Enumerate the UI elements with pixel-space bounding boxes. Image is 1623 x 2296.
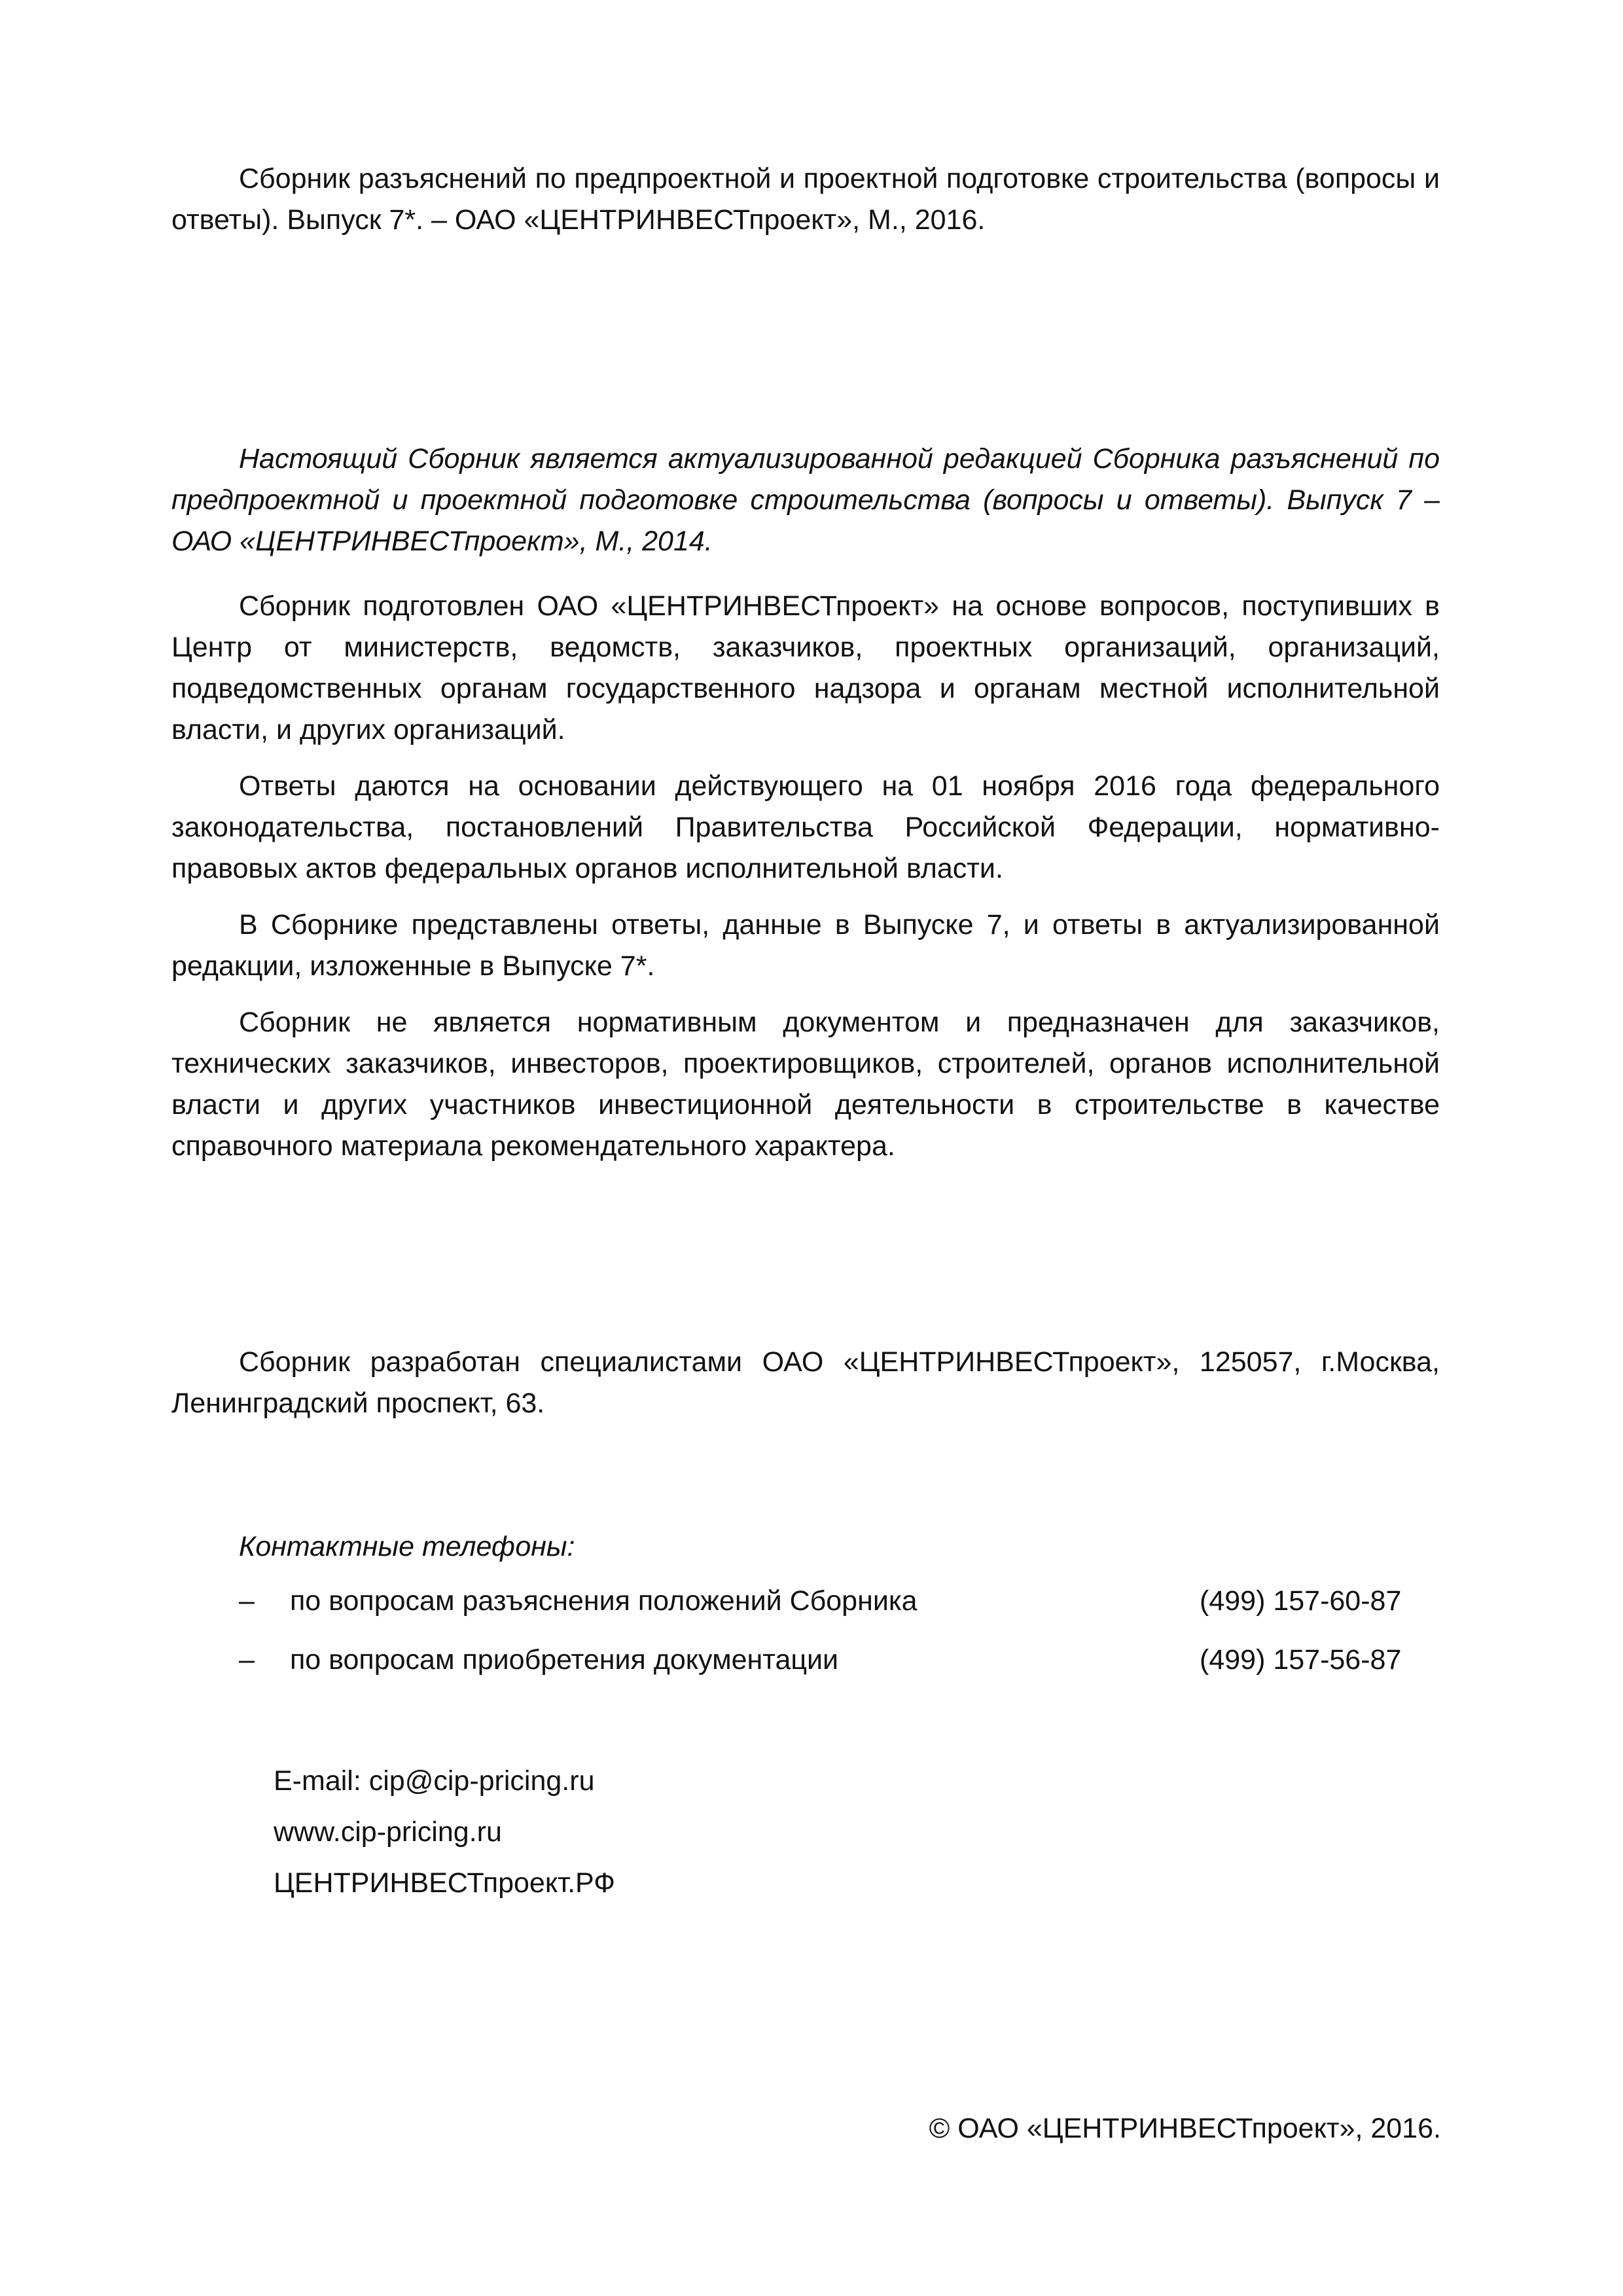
contact-dash: – [239,1585,255,1617]
paragraph: В Сборнике представлены ответы, данные в Выпуске 7, и ответы в актуализированной редакции, изложенные в Выпуске 7*. [171,909,1440,982]
contacts-title: Контактные телефоны: [239,1531,575,1562]
contact-row [239,1581,1417,1622]
developer-block [171,1342,1440,1424]
rf-domain-line: ЦЕНТРИНВЕСТпроект.РФ [274,1867,615,1899]
contact-row [239,1640,1417,1681]
paragraph: Сборник подготовлен ОАО «ЦЕНТРИНВЕСТпроект» на основе вопросов, поступивших в Центр от министерств, ведомств, заказчиков, проектных организаций, организаций, подведомственных органам государственного надзора и органам местной исполнительной власти, и других организаций. [171,590,1440,745]
paragraph: Ответы даются на основании действующего на 01 ноября 2016 года федерального законодательства, постановлений Правительства Российской Федерации, нормативно-правовых актов федеральных органов исполнительной власти. [171,770,1440,884]
developer-text: Сборник разработан специалистами ОАО «ЦЕНТРИНВЕСТпроект», 125057, г.Москва, Ленинградский проспект, 63. [171,1346,1440,1419]
contact-phone: (499) 157-60-87 [1200,1585,1402,1617]
paragraph: Сборник не является нормативным документом и предназначен для заказчиков, технических заказчиков, инвесторов, проектировщиков, строителей, органов исполнительной власти и других участников инвестиционной деятельности в строительстве в качестве справочного материала рекомендательного характера. [171,1007,1440,1162]
intro-text: Настоящий Сборник является актуализированной редакцией Сборника разъяснений по предпроектной и проектной подготовке строительства (вопросы и ответы). Выпуск 7 – ОАО «ЦЕНТРИНВЕСТпроект», М., 2014. [171,443,1440,557]
body-paragraphs [171,586,1440,1182]
contact-label: по вопросам приобретения документации [290,1644,839,1676]
bibliographic-reference [171,158,1440,241]
intro-block [171,439,1440,562]
email-line: E-mail: cip@cip-pricing.ru [274,1765,595,1797]
contact-phone: (499) 157-56-87 [1200,1644,1402,1676]
contact-label: по вопросам разъяснения положений Сборника [290,1585,918,1617]
contact-dash: – [239,1644,255,1676]
copyright-notice: © ОАО «ЦЕНТРИНВЕСТпроект», 2016. [929,2113,1441,2144]
website-line: www.cip-pricing.ru [274,1816,502,1848]
bibliographic-text: Сборник разъяснений по предпроектной и проектной подготовке строительства (вопросы и ответы). Выпуск 7*. – ОАО «ЦЕНТРИНВЕСТпроект», М., 2016. [171,163,1440,236]
